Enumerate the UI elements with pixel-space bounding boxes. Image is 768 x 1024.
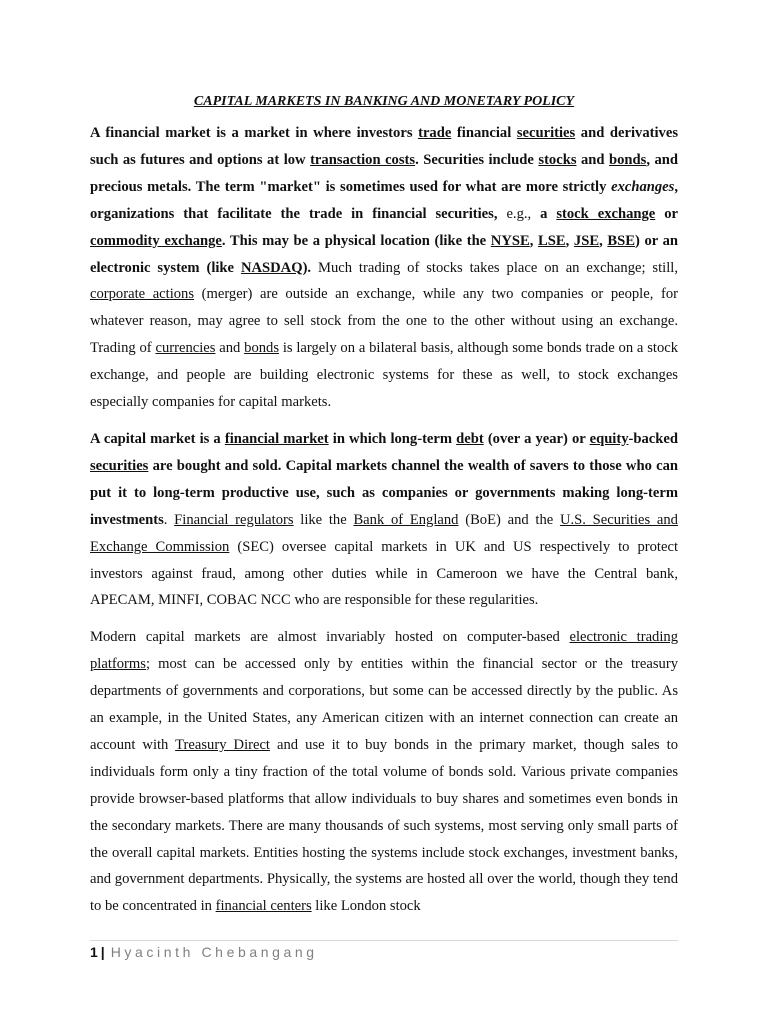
text: , xyxy=(565,232,574,249)
link-financial-regulators[interactable]: Financial regulators xyxy=(174,511,294,528)
text: financial xyxy=(451,125,517,141)
text: and xyxy=(576,151,609,168)
footer-separator: | xyxy=(100,944,105,960)
paragraph-modern-capital-markets xyxy=(90,624,678,920)
text: , and precious metals. The term "market" is sometimes used for what are more strictly xyxy=(90,151,678,195)
text: are bought and sold. Capital markets channel the wealth of savers to those who can put it to long-term productive use, such as companies or governments making long-term investments xyxy=(90,457,678,528)
link-securities[interactable]: securities xyxy=(90,457,149,474)
text: like the xyxy=(293,511,354,528)
link-financial-market[interactable]: financial market xyxy=(224,430,329,447)
text: . xyxy=(163,511,175,528)
link-corporate-actions[interactable]: corporate actions xyxy=(90,286,195,303)
link-currencies[interactable]: currencies xyxy=(155,340,216,357)
link-lse[interactable]: LSE xyxy=(538,232,566,249)
text: , xyxy=(599,232,608,249)
document-title: CAPITAL MARKETS IN BANKING AND MONETARY POLICY xyxy=(193,94,575,109)
text: Much trading of stocks takes place on an exchange; still, xyxy=(311,259,678,276)
text: . Securities include xyxy=(415,151,539,168)
text: or xyxy=(655,205,678,222)
link-bonds[interactable]: bonds xyxy=(244,340,280,357)
text: like London stock xyxy=(311,898,421,915)
text: (over a year) or xyxy=(483,430,590,447)
text: -backed xyxy=(628,430,678,447)
link-securities[interactable]: securities xyxy=(516,125,576,141)
link-commodity-exchange[interactable]: commodity exchange xyxy=(90,232,222,249)
text: , xyxy=(529,232,539,249)
link-bse[interactable]: BSE xyxy=(607,232,635,249)
text: and xyxy=(215,340,245,357)
link-nyse[interactable]: NYSE xyxy=(490,232,530,249)
paragraph-financial-market xyxy=(90,120,678,416)
text: A capital market is a xyxy=(90,430,225,447)
paragraph-capital-market xyxy=(90,426,678,614)
link-stock-exchange[interactable]: stock exchange xyxy=(556,205,656,222)
link-transaction-costs[interactable]: transaction costs xyxy=(310,151,416,168)
text: ). xyxy=(302,259,312,276)
text: in which long-term xyxy=(328,430,457,447)
footer-author: Hyacinth Chebangang xyxy=(110,944,318,960)
text: is largely on a bilateral basis, although some bonds trade on a stock exchange, and people are building electronic systems for these as well, to stock exchanges especially companies for capital markets. xyxy=(90,340,679,411)
text: and use it to buy bonds in the primary market, though sales to individuals form only a tiny fraction of the total volume of bonds sold. Various private companies provide browser-based platforms that allow individuals to buy shares and sometimes even bonds in the secondary markets. There are many thousands of such systems, most serving only small parts of the overall capital markets. Entities hosting the systems include stock exchanges, investment banks, and government departments. Physically, the systems are hosted all over the world, though they tend to be concentrated in xyxy=(90,736,679,915)
page-number: 1 xyxy=(90,944,98,960)
link-jse[interactable]: JSE xyxy=(573,232,600,249)
text: (merger) are outside an exchange, while any two companies or people, for whatever reason, may agree to sell stock from the one to the other without using an exchange. Trading of xyxy=(90,286,678,357)
text: A financial market is a market in where investors xyxy=(90,125,419,141)
text: a xyxy=(540,205,557,222)
page-footer xyxy=(90,940,678,960)
link-trade[interactable]: trade xyxy=(418,125,452,141)
link-nasdaq[interactable]: NASDAQ xyxy=(240,259,303,276)
text: (BoE) and the xyxy=(458,511,560,528)
text: and derivatives such as futures and options at low xyxy=(90,125,678,168)
document-body xyxy=(90,92,678,920)
text: Modern capital markets are almost invariably hosted on computer-based xyxy=(90,629,570,646)
link-bonds[interactable]: bonds xyxy=(609,151,647,168)
text: , organizations that facilitate the trade in financial securities, xyxy=(90,178,678,222)
link-stocks[interactable]: stocks xyxy=(538,151,577,168)
text: . This may be a physical location (like the xyxy=(221,232,491,249)
link-debt[interactable]: debt xyxy=(456,430,484,447)
link-financial-centers[interactable]: financial centers xyxy=(215,898,312,915)
link-electronic-trading-platforms[interactable]: electronic trading platforms xyxy=(90,629,678,673)
text: ; most can be accessed only by entities within the financial sector or the treasury departments of governments and corporations, but some can be accessed directly by the public. As an example, in the United States, any American citizen with an internet connection can create an account with xyxy=(90,656,678,753)
text: (SEC) oversee capital markets in UK and US respectively to protect investors against fraud, among other duties while in Cameroon we have the Central bank, APECAM, MINFI, COBAC NCC who are responsible for these regularities. xyxy=(90,538,678,609)
link-sec[interactable]: U.S. Securities and Exchange Commission xyxy=(90,511,678,555)
link-bank-of-england[interactable]: Bank of England xyxy=(353,511,459,528)
link-equity[interactable]: equity xyxy=(589,430,629,447)
text-exchanges-italic: exchanges xyxy=(611,178,675,195)
text: e.g., xyxy=(497,205,541,222)
text: ) or an electronic system (like xyxy=(90,232,679,276)
link-treasury-direct[interactable]: Treasury Direct xyxy=(175,736,270,753)
